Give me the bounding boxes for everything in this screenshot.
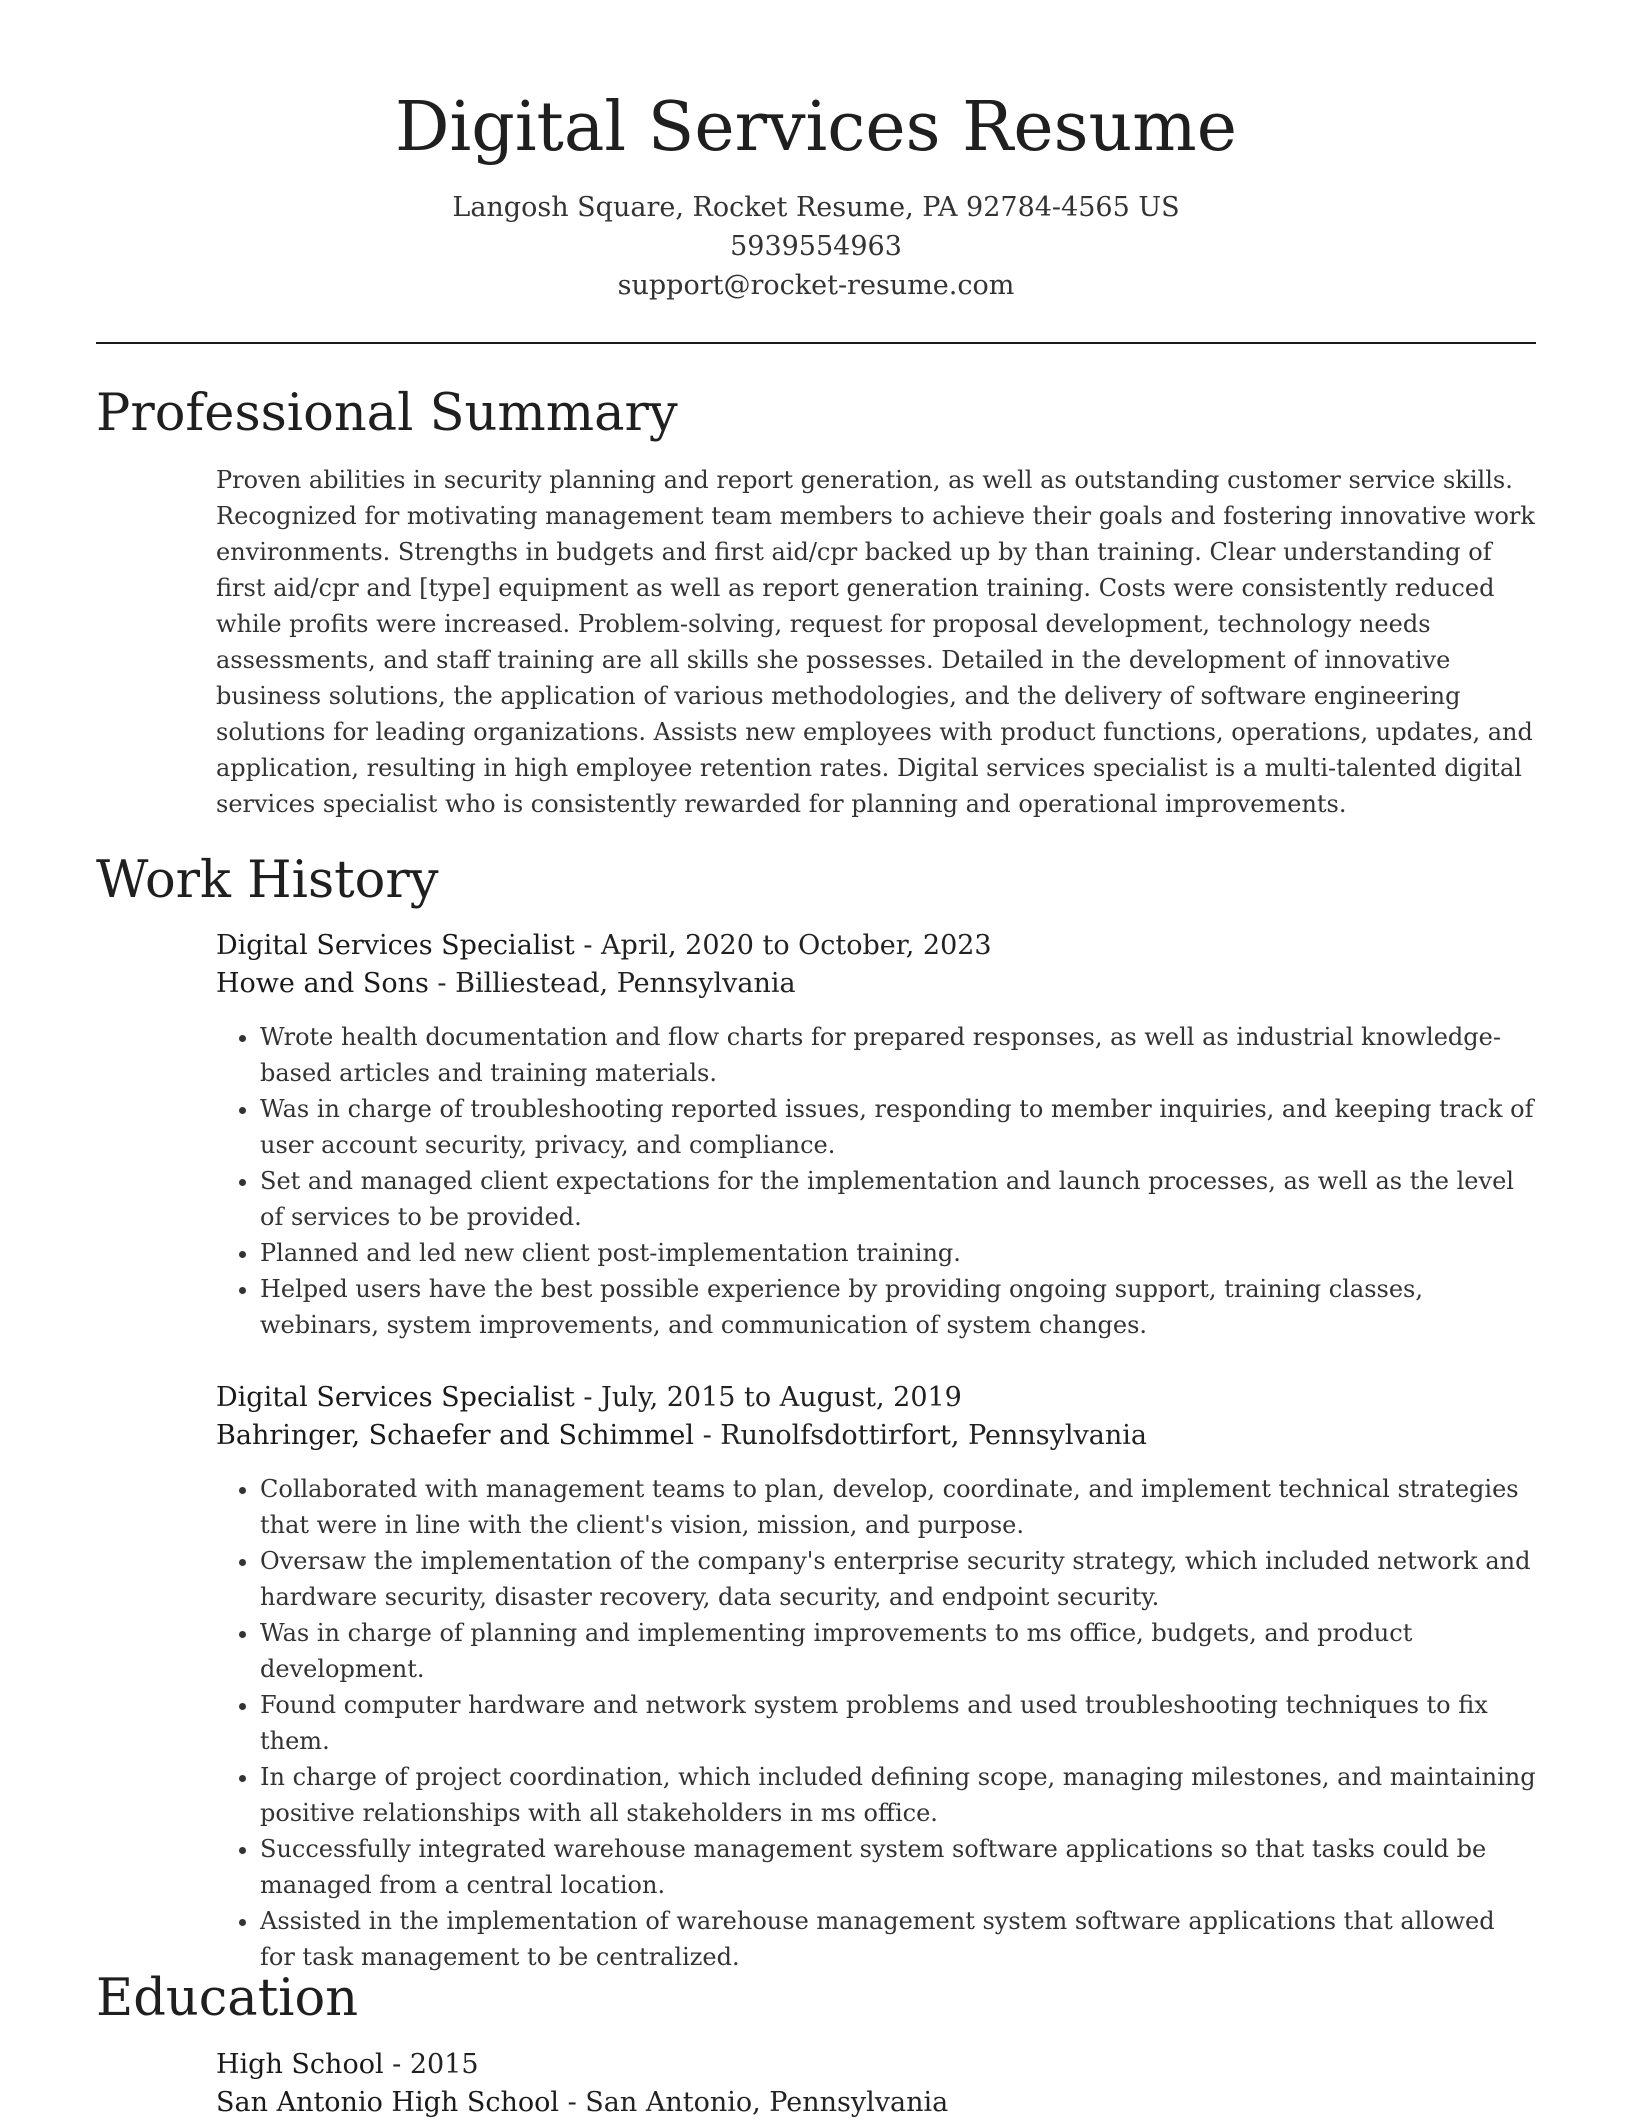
job-location: - Billiestead, Pennsylvania <box>428 968 796 999</box>
education-year: - 2015 <box>383 2049 479 2080</box>
job-bullet: • Set and managed client expectations for the implementation and launch processes, as well as the level of services to be provided. <box>260 1163 1536 1235</box>
job-dates: - July, 2015 to August, 2019 <box>574 1382 962 1413</box>
job-bullets <box>216 1471 1536 1975</box>
education-degree-line <box>216 2046 1536 2084</box>
resume-title: Digital Services Resume <box>395 88 1237 167</box>
job-bullet: • Oversaw the implementation of the company's enterprise security strategy, which included network and hardware security, disaster recovery, data security, and endpoint security. <box>260 1543 1536 1615</box>
job-entry <box>216 1379 1536 1975</box>
header-divider <box>96 342 1536 344</box>
contact-email: support@rocket-resume.com <box>617 270 1015 301</box>
job-company: Howe and Sons <box>216 968 429 999</box>
contact-phone: 5939554963 <box>730 231 902 262</box>
job-bullet: • Found computer hardware and network system problems and used troubleshooting techniques to fix them. <box>260 1687 1536 1759</box>
education-heading: Education <box>96 1969 359 2028</box>
job-bullet: • In charge of project coordination, which included defining scope, managing milestones, and maintaining positive relationships with all stakeholders in ms office. <box>260 1759 1536 1831</box>
summary-text: Proven abilities in security planning and report generation, as well as outstanding customer service skills. Recognized for motivating management team members to achieve their goals and fostering innovative work environments. Strengths in budgets and first aid/cpr backed up by than training. Clear understanding of first aid/cpr and [type] equipment as well as report generation training. Costs were consistently reduced while profits were increased. Problem-solving, request for proposal development, technology needs assessments, and staff training are all skills she possesses. Detailed in the development of innovative business solutions, the application of various methodologies, and the delivery of software engineering solutions for leading organizations. Assists new employees with product functions, operations, updates, and application, resulting in high employee retention rates. Digital services specialist is a multi-talented digital services specialist who is consistently rewarded for planning and operational improvements. <box>216 466 1535 818</box>
resume-header <box>0 0 1632 305</box>
education-degree: High School <box>216 2049 384 2080</box>
job-bullet: • Assisted in the implementation of warehouse management system software applications that allowed for task management to be centralized. <box>260 1903 1536 1975</box>
education-school-line <box>216 2084 1536 2122</box>
job-location: - Runolfsdottirfort, Pennsylvania <box>693 1420 1147 1451</box>
job-title-line <box>216 927 1536 965</box>
job-bullet: • Was in charge of troubleshooting reported issues, responding to member inquiries, and keeping track of user account security, privacy, and compliance. <box>260 1091 1536 1163</box>
job-bullet: • Successfully integrated warehouse management system software applications so that tasks could be managed from a central location. <box>260 1831 1536 1903</box>
job-bullet: • Planned and led new client post-implementation training. <box>260 1235 1536 1271</box>
job-bullet: • Helped users have the best possible experience by providing ongoing support, training classes, webinars, system improvements, and communication of system changes. <box>260 1271 1536 1343</box>
job-company-line <box>216 1417 1536 1455</box>
job-bullet: • Collaborated with management teams to plan, develop, coordinate, and implement technical strategies that were in line with the client's vision, mission, and purpose. <box>260 1471 1536 1543</box>
job-company: Bahringer, Schaefer and Schimmel <box>216 1420 694 1451</box>
job-title: Digital Services Specialist <box>216 930 575 961</box>
education-school: San Antonio High School <box>216 2087 560 2118</box>
contact-address: Langosh Square, Rocket Resume, PA 92784-4565 US <box>452 192 1180 223</box>
job-bullet: • Was in charge of planning and implementing improvements to ms office, budgets, and product development. <box>260 1615 1536 1687</box>
job-entry <box>216 927 1536 1343</box>
job-title: Digital Services Specialist <box>216 1382 575 1413</box>
job-company-line <box>216 965 1536 1003</box>
job-bullet: • Wrote health documentation and flow charts for prepared responses, as well as industrial knowledge-based articles and training materials. <box>260 1019 1536 1091</box>
summary-heading: Professional Summary <box>96 384 678 443</box>
job-title-line <box>216 1379 1536 1417</box>
work-history-heading: Work History <box>96 851 439 910</box>
education-entry <box>216 2046 1536 2122</box>
education-location: - San Antonio, Pennsylvania <box>559 2087 949 2118</box>
job-bullets <box>216 1019 1536 1343</box>
job-dates: - April, 2020 to October, 2023 <box>574 930 992 961</box>
